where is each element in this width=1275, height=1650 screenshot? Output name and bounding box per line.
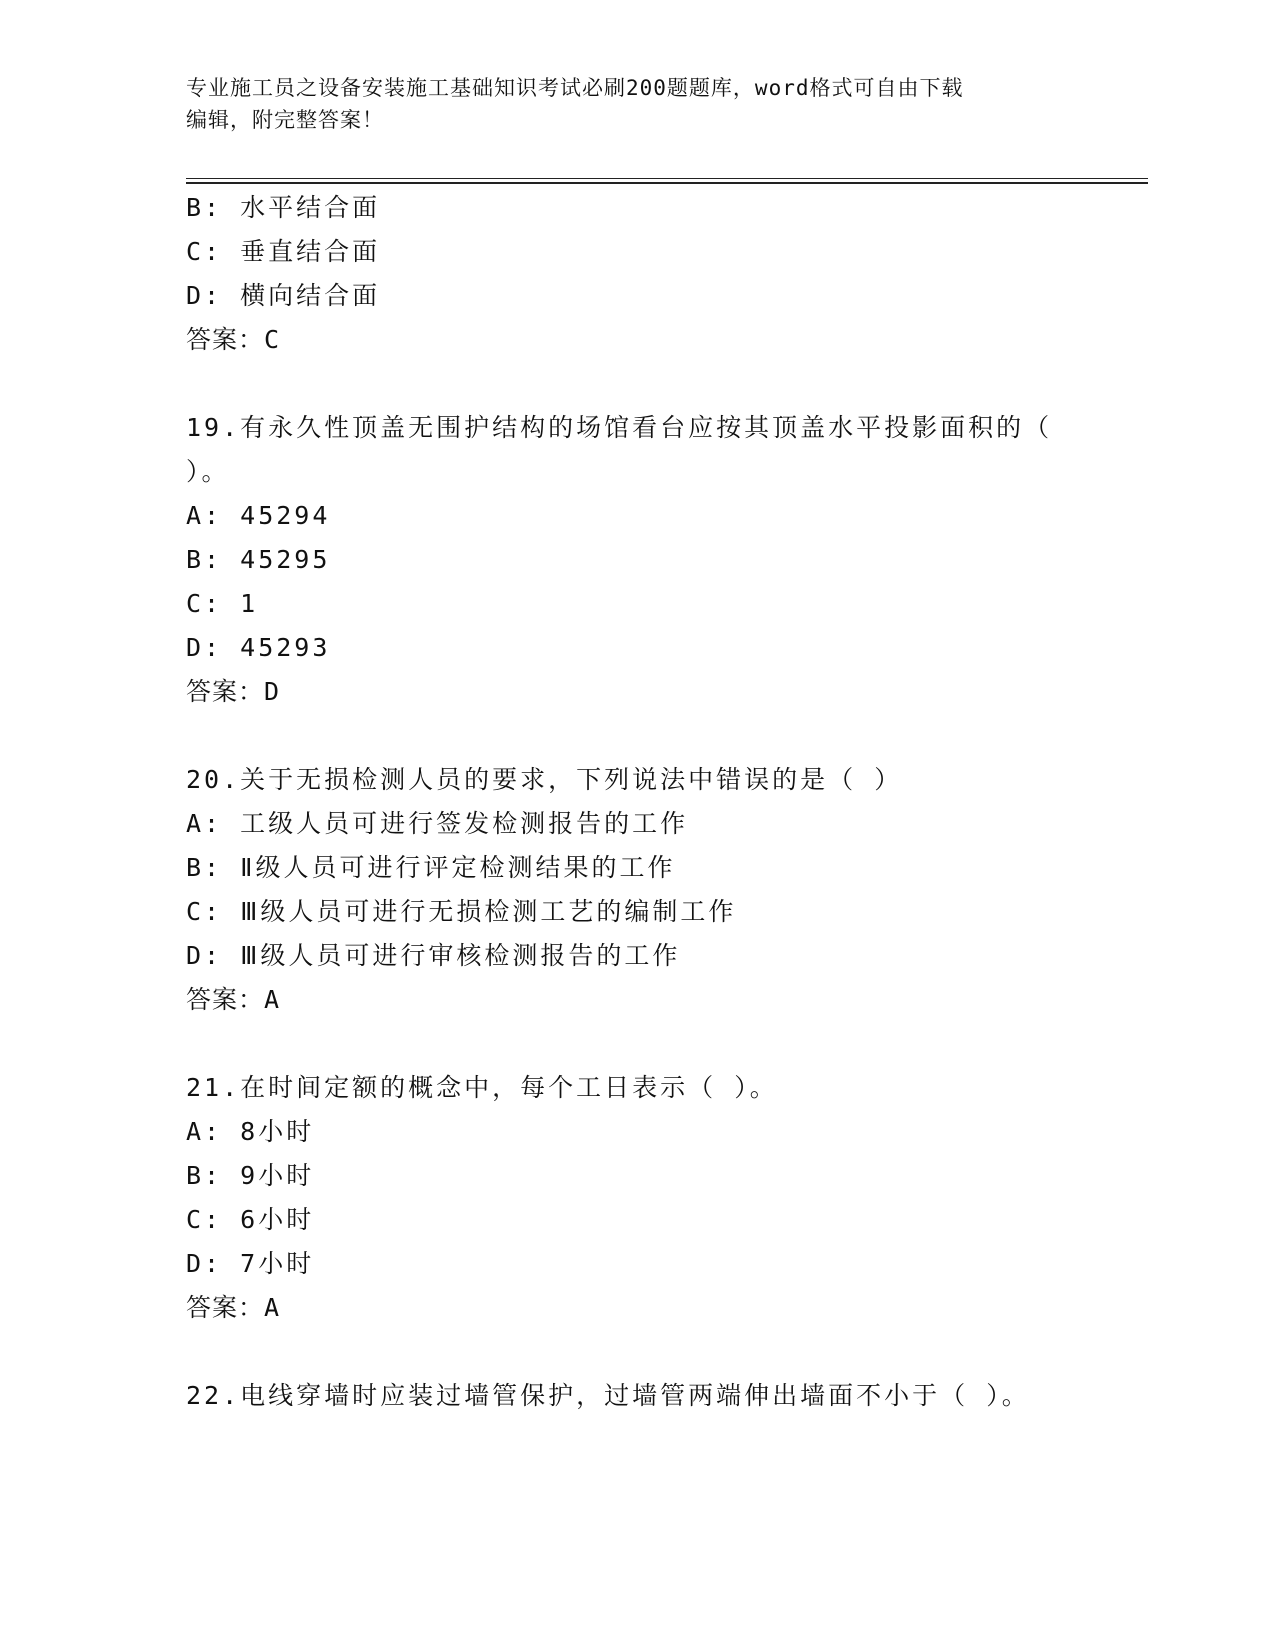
q21-stem: 21.在时间定额的概念中，每个工日表示（ ）。 — [186, 1073, 778, 1102]
q19-answer: 答案：D — [186, 677, 281, 706]
q19-option-b: B: 45295 — [186, 545, 331, 574]
q20-option-a: A: 工级人员可进行签发检测报告的工作 — [186, 809, 689, 838]
q20-answer: 答案：A — [186, 985, 281, 1014]
q18-answer: 答案：C — [186, 325, 281, 354]
header-line-1: 专业施工员之设备安装施工基础知识考试必刷200题题库，word格式可自由下载 — [186, 76, 964, 100]
q19-stem-line-1: 19.有永久性顶盖无围护结构的场馆看台应按其顶盖水平投影面积的（ — [186, 413, 1053, 442]
q22-stem: 22.电线穿墙时应装过墙管保护，过墙管两端伸出墙面不小于（ ）。 — [186, 1381, 1030, 1410]
q18-option-d: D: 横向结合面 — [186, 281, 381, 310]
q19-option-c: C: 1 — [186, 589, 259, 618]
q19-option-d: D: 45293 — [186, 633, 331, 662]
q20-option-b: B: Ⅱ级人员可进行评定检测结果的工作 — [186, 853, 676, 882]
q21-option-d: D: 7小时 — [186, 1249, 315, 1278]
q19-option-a: A: 45294 — [186, 501, 331, 530]
q20-stem: 20.关于无损检测人员的要求，下列说法中错误的是（ ） — [186, 765, 903, 794]
q21-option-c: C: 6小时 — [186, 1205, 315, 1234]
q18-option-c: C: 垂直结合面 — [186, 237, 381, 266]
q21-answer: 答案：A — [186, 1293, 281, 1322]
document-header — [186, 72, 1086, 136]
q18-option-b: B: 水平结合面 — [186, 193, 381, 222]
header-divider-thin — [186, 178, 1148, 179]
header-line-2: 编辑，附完整答案！ — [186, 108, 384, 132]
q19-stem-line-2: ）。 — [186, 457, 230, 486]
q21-option-b: B: 9小时 — [186, 1161, 315, 1190]
header-divider-thick — [186, 182, 1148, 184]
q20-option-d: D: Ⅲ级人员可进行审核检测报告的工作 — [186, 941, 681, 970]
q21-option-a: A: 8小时 — [186, 1117, 315, 1146]
q20-option-c: C: Ⅲ级人员可进行无损检测工艺的编制工作 — [186, 897, 737, 926]
